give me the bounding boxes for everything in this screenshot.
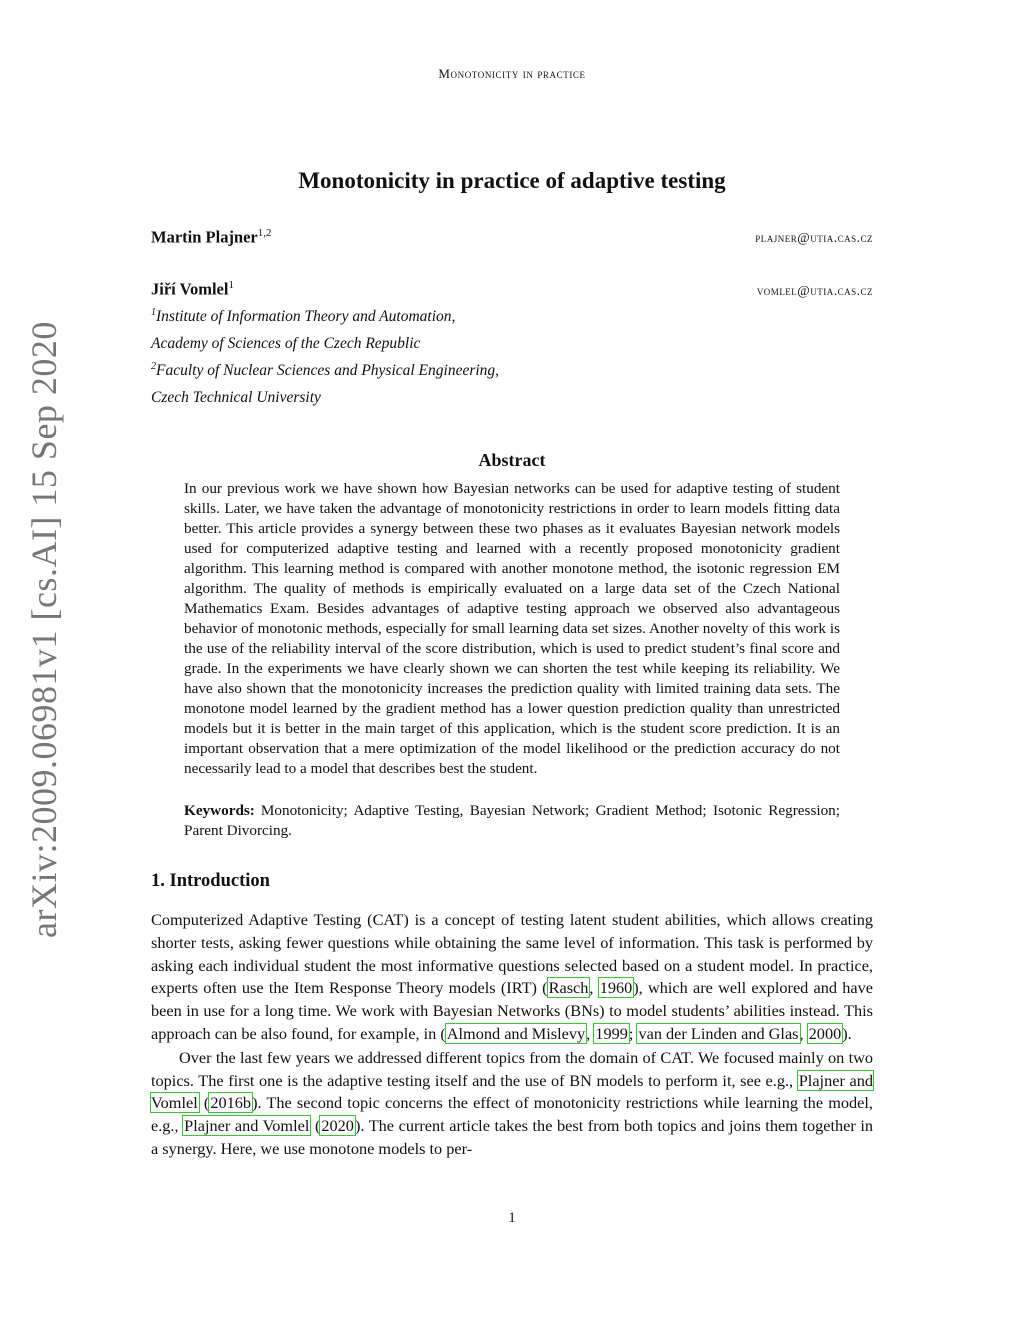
text-run: ( xyxy=(198,1093,210,1113)
affiliation-superscript: 2 xyxy=(151,361,156,373)
affiliation-line xyxy=(151,328,571,355)
affiliation-line xyxy=(151,355,571,382)
text-run: ). xyxy=(842,1023,852,1043)
keywords-label: Keywords: xyxy=(184,802,255,819)
citation-link[interactable]: 2020 xyxy=(321,1116,354,1136)
keywords-text: Monotonicity; Adaptive Testing, Bayesian Network; Gradient Method; Isotonic Regression; Parent Divorcing. xyxy=(184,802,840,839)
text-run: , xyxy=(589,978,599,998)
author-name-text: Jiří Vomlel xyxy=(151,279,229,299)
citation-link[interactable]: 2000 xyxy=(808,1023,842,1043)
text-run: , xyxy=(799,1023,808,1043)
citation-link[interactable]: Plajner and Vomlel xyxy=(184,1116,310,1136)
citation-link[interactable]: Almond and Mislevy xyxy=(446,1023,586,1043)
affiliation-superscript: 1 xyxy=(151,307,156,318)
text-run: ). The second topic concerns the effect of monotonicity restrictions while learning the model, e.g., xyxy=(151,1093,873,1136)
citation-link[interactable]: van der Linden and Glas xyxy=(638,1023,799,1043)
paper-title: Monotonicity in practice of adaptive testing xyxy=(298,168,726,193)
citation-link[interactable]: Rasch xyxy=(548,978,589,998)
abstract-heading: Abstract xyxy=(478,450,546,470)
affiliation-text: Academy of Sciences of the Czech Republic xyxy=(151,335,421,353)
affiliation-line xyxy=(151,382,571,409)
affiliations xyxy=(151,301,571,410)
affiliation-text: Institute of Information Theory and Automation, xyxy=(156,308,456,326)
author-name-plajner xyxy=(151,227,272,248)
text-run: Computerized Adaptive Testing (CAT) is a concept of testing latent student abilities, which allows creating shorter tests, asking fewer questions while obtaining the same level of information. This task is performed by asking each individual student the most informative questions selected based on a student model. In practice, experts often use the Item Response Theory models (IRT) ( xyxy=(151,910,873,998)
author-name-text: Martin Plajner xyxy=(151,227,258,247)
text-run: , xyxy=(586,1023,595,1043)
author-email-vomlel[interactable]: vomlel@utia.cas.cz xyxy=(756,283,873,298)
author-email-plajner[interactable]: plajner@utia.cas.cz xyxy=(755,230,873,245)
section-heading-introduction: 1. Introduction xyxy=(151,871,270,891)
author-superscript: 1,2 xyxy=(257,227,272,239)
paragraph xyxy=(151,1047,873,1161)
affiliation-line xyxy=(151,301,571,328)
citation-link[interactable]: 2016b xyxy=(210,1093,252,1113)
text-run: Over the last few years we addressed different topics from the domain of CAT. We focused mainly on two topics. The first one is the adaptive testing itself and the use of BN models to perform it, see e.g., xyxy=(151,1047,873,1090)
author-superscript: 1 xyxy=(228,279,234,291)
citation-link[interactable]: 1999 xyxy=(595,1023,628,1043)
author-name-vomlel xyxy=(151,279,234,300)
text-run: ( xyxy=(310,1116,321,1136)
affiliation-text: Czech Technical University xyxy=(151,389,321,407)
page-number: 1 xyxy=(508,1210,516,1226)
text-run: ), which are well explored and have been in use for a long time. We work with Bayesian Networks (BNs) to model students’ abilities instead. This approach can be also found, for example, in ( xyxy=(151,978,874,1043)
arxiv-identifier-stamp[interactable]: arXiv:2009.06981v1 [cs.AI] 15 Sep 2020 xyxy=(24,321,64,938)
introduction-text xyxy=(151,909,873,1161)
citation-link[interactable]: 1960 xyxy=(599,978,633,998)
running-head: Monotonicity in practice xyxy=(438,66,586,81)
text-run: ). The current article takes the best from both topics and joins them together in a synergy. Here, we use monotone models to per- xyxy=(151,1116,873,1158)
paragraph xyxy=(151,909,873,1046)
text-run: ; xyxy=(628,1023,638,1043)
abstract-body: In our previous work we have shown how Bayesian networks can be used for adaptive testing of student skills. Later, we have taken the advantage of monotonicity restrictions in order to learn models fitting data better. This article provides a synergy between these two phases as it evaluates Bayesian network models used for computerized adaptive testing and learned with a recently proposed monotonicity gradient algorithm. This learning method is compared with another monotone method, the isotonic regression EM algorithm. The quality of methods is empirically evaluated on a large data set of the Czech National Mathematics Exam. Besides advantages of adaptive testing approach we observed also advantageous behavior of monotonic methods, especially for small learning data set sizes. Another novelty of this work is the use of the reliability interval of the score distribution, which is used to predict student’s final score and grade. In the experiments we have clearly shown we can shorten the test while keeping its reliability. We have also shown that the monotonicity increases the prediction quality with limited training data sets. The monotone model learned by the gradient method has a lower question prediction quality than unrestricted models but it is better in the main target of this application, which is the student score prediction. It is an important observation that a mere optimization of the model likelihood or the prediction accuracy do not necessarily lead to a model that describes best the student. xyxy=(184,480,840,777)
keywords xyxy=(184,801,840,841)
affiliation-text: Faculty of Nuclear Sciences and Physical Engineering, xyxy=(156,362,500,380)
citation-link[interactable]: Plajner and Vomlel xyxy=(151,1070,873,1113)
